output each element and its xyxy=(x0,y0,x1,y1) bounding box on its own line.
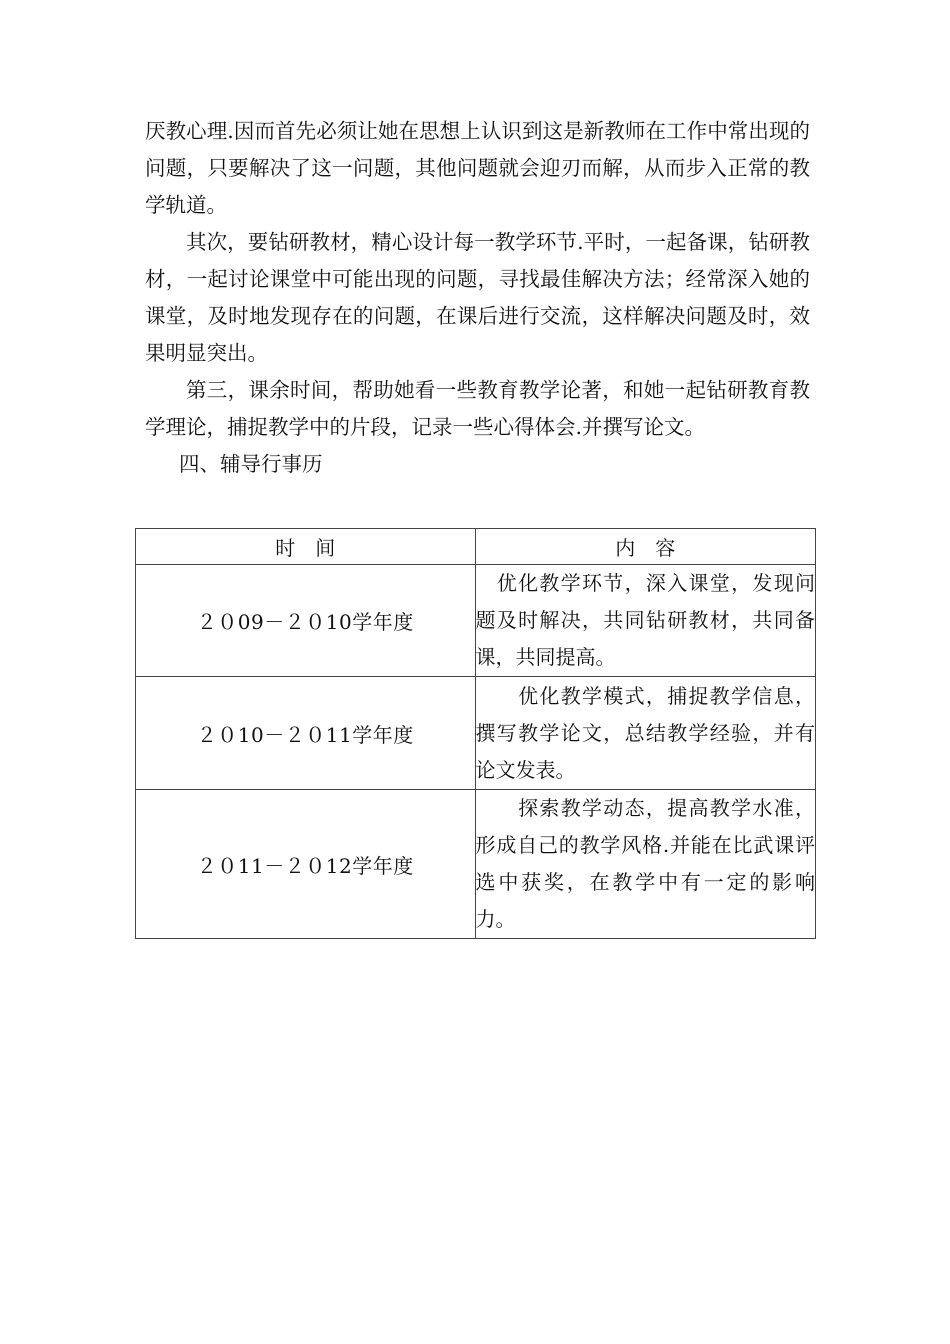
table-row xyxy=(136,790,816,939)
content-cell: 优化教学模式，捕捉教学信息，撰写教学论文，总结教学经验，并有论文发表。 xyxy=(475,677,816,790)
time-cell: ２０09－２０10学年度 xyxy=(136,565,476,677)
paragraph-second: 其次，要钻研教材，精心设计每一教学环节.平时，一起备课，钻研教材，一起讨论课堂中可能出现的问题，寻找最佳解决方法；经常深入她的课堂，及时地发现存在的问题，在课后进行交流，这样解决问题及时，效果明显突出。 xyxy=(145,230,810,365)
paragraph-continuation: 厌教心理.因而首先必须让她在思想上认识到这是新教师在工作中常出现的问题，只要解决了这一问题，其他问题就会迎刃而解，从而步入正常的教学轨道。 xyxy=(145,119,810,217)
table-row xyxy=(136,565,816,677)
schedule-table xyxy=(135,528,816,939)
content-cell: 优化教学环节，深入课堂，发现问题及时解决，共同钻研教材，共同备课，共同提高。 xyxy=(475,565,816,677)
time-cell: ２０11－２０12学年度 xyxy=(136,790,476,939)
table-row xyxy=(136,677,816,790)
body-text xyxy=(145,113,810,446)
time-cell: ２０10－２０11学年度 xyxy=(136,677,476,790)
section-heading: 四、辅导行事历 xyxy=(179,452,323,476)
header-content: 内 容 xyxy=(475,529,816,565)
paragraph-third: 第三，课余时间，帮助她看一些教育教学论著，和她一起钻研教育教学理论，捕捉教学中的片段，记录一些心得体会.并撰写论文。 xyxy=(145,378,810,439)
content-cell: 探索教学动态，提高教学水准，形成自己的教学风格.并能在比武课评选中获奖，在教学中有一定的影响力。 xyxy=(475,790,816,939)
table-header-row xyxy=(136,529,816,565)
header-time: 时 间 xyxy=(136,529,476,565)
